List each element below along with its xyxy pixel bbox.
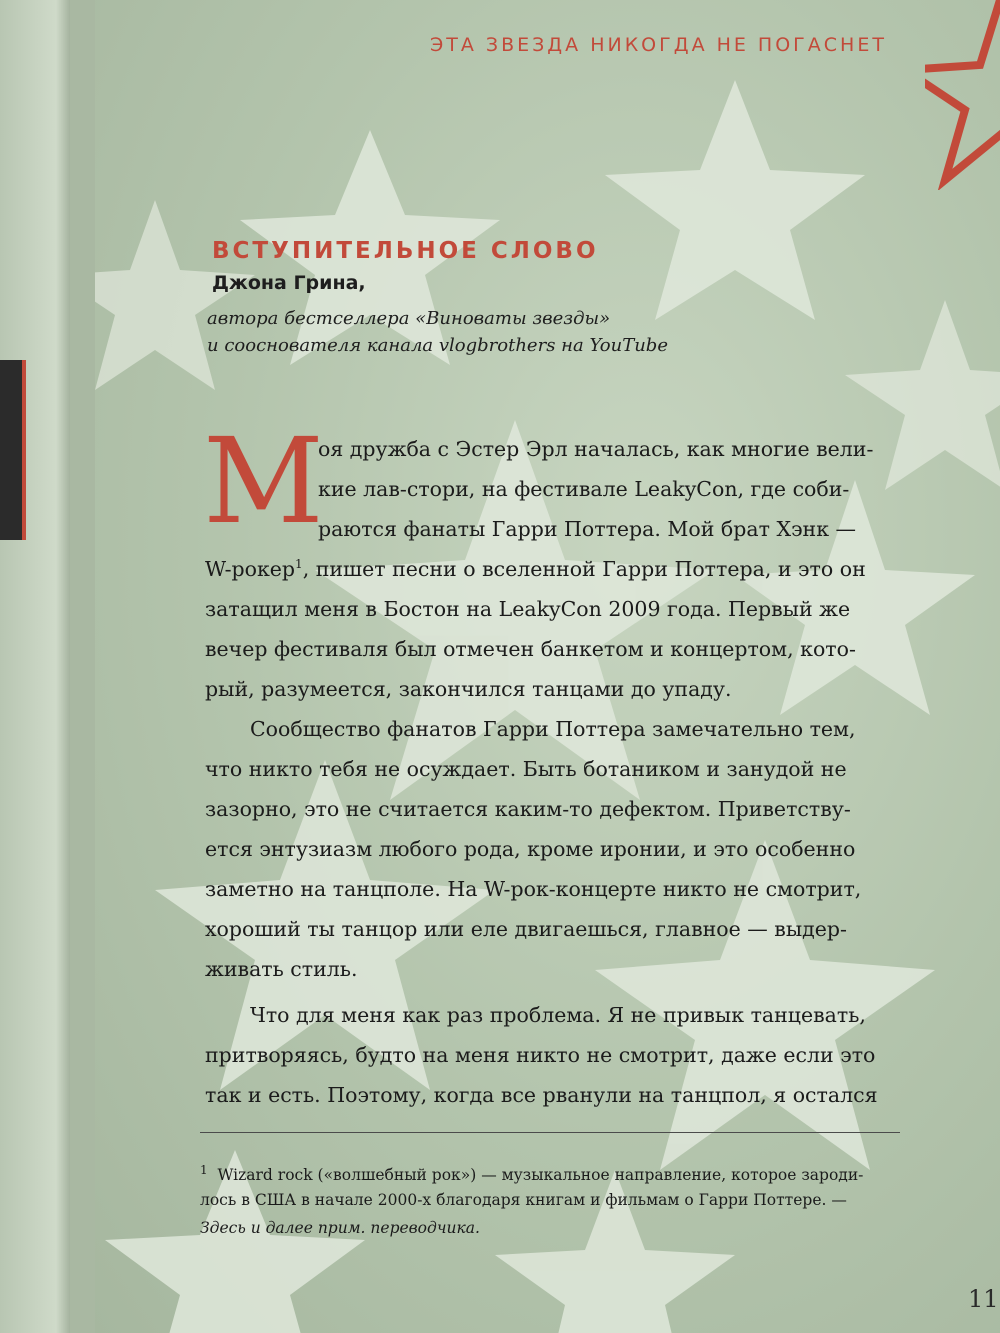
star-shape [95,200,255,390]
body-line: раются фанаты Гарри Поттера. Мой брат Хэнк — [318,517,857,541]
body-line: рый, разумеется, закончился танцами до упаду. [205,677,732,701]
body-line: ется энтузиазм любого рода, кроме иронии, и это особенно [205,837,856,861]
body-line: вечер фестиваля был отмечен банкетом и концертом, кото- [205,637,856,661]
left-page-image-fragment [0,360,26,540]
book-page [95,0,1000,1333]
star-shape [605,80,865,320]
running-head: ЭТА ЗВЕЗДА НИКОГДА НЕ ПОГАСНЕТ [430,34,887,56]
footnote-line [200,1163,863,1184]
background-stars [95,0,1000,1333]
drop-cap: М [203,412,324,550]
body-line: Что для меня как раз проблема. Я не привык танцевать, [250,1003,866,1027]
red-star-icon [925,0,1000,190]
footnote-line: Здесь и далее прим. переводчика. [200,1219,480,1237]
body-text: W-рокер [205,557,296,581]
body-line [205,557,866,581]
author-description [207,305,668,359]
body-line: хороший ты танцор или еле двигаешься, главное — выдер- [205,917,847,941]
body-line: Сообщество фанатов Гарри Поттера замечательно тем, [250,717,856,741]
body-line: заметно на танцполе. На W-рок-концерте никто не смотрит, [205,877,862,901]
body-line: кие лав-стори, на фестивале LeakyCon, где соби- [318,477,850,501]
author-description-line: и сооснователя канала vlogbrothers на YouTube [207,335,668,356]
body-line: оя дружба с Эстер Эрл началась, как многие вели- [318,437,874,461]
body-line: так и есть. Поэтому, когда все рванули на танцпол, я остался [205,1083,878,1107]
body-line: затащил меня в Бостон на LeakyCon 2009 года. Первый же [205,597,851,621]
footnote-reference: 1 [295,557,303,572]
body-line: зазорно, это не считается каким-то дефектом. Приветству- [205,797,851,821]
section-title: ВСТУПИТЕЛЬНОЕ СЛОВО [212,238,599,264]
footnote-divider [200,1132,900,1133]
page-number: 11 [968,1285,999,1313]
star-shape [845,300,1000,490]
footnote-line: лось в США в начале 2000-х благодаря книгам и фильмам о Гарри Поттере. — [200,1191,847,1209]
left-page-edge [0,0,70,1333]
body-line: живать стиль. [205,957,358,981]
author-name: Джона Грина, [212,272,366,294]
body-line: что никто тебя не осуждает. Быть ботаником и занудой не [205,757,847,781]
footnote-marker: 1 [200,1163,208,1177]
footnote-text: Wizard rock («волшебный рок») — музыкальное направление, которое зароди- [217,1166,864,1185]
body-line: притворяясь, будто на меня никто не смотрит, даже если это [205,1043,876,1067]
author-description-line: автора бестселлера «Виноваты звезды» [207,308,611,329]
body-text: , пишет песни о вселенной Гарри Поттера, и это он [302,557,866,581]
